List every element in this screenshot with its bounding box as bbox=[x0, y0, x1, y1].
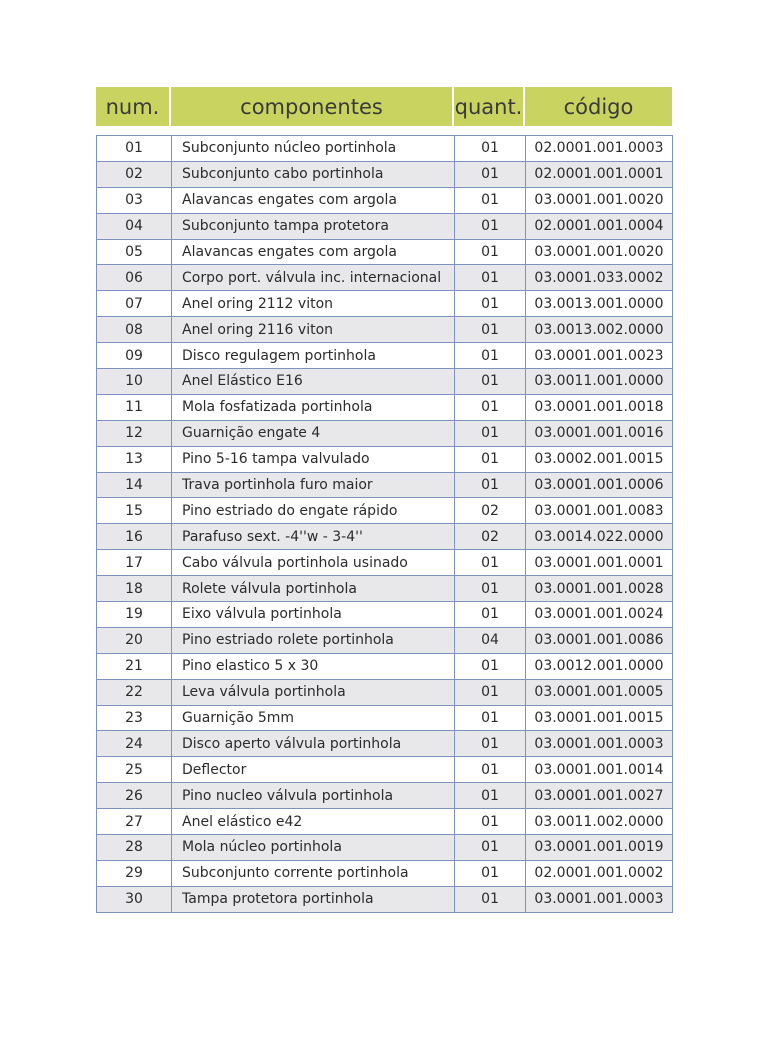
row-componente: Anel Elástico E16 bbox=[172, 369, 455, 395]
row-quant: 01 bbox=[455, 446, 526, 472]
parts-table bbox=[96, 135, 673, 913]
row-num: 05 bbox=[97, 239, 172, 265]
row-quant: 01 bbox=[455, 731, 526, 757]
row-codigo: 03.0001.001.0003 bbox=[526, 731, 673, 757]
row-quant: 01 bbox=[455, 886, 526, 912]
table-row bbox=[97, 213, 673, 239]
row-componente: Alavancas engates com argola bbox=[172, 239, 455, 265]
row-num: 21 bbox=[97, 653, 172, 679]
row-num: 02 bbox=[97, 161, 172, 187]
row-quant: 02 bbox=[455, 498, 526, 524]
row-quant: 01 bbox=[455, 550, 526, 576]
row-componente: Tampa protetora portinhola bbox=[172, 886, 455, 912]
row-codigo: 03.0001.001.0014 bbox=[526, 757, 673, 783]
parts-table-body bbox=[97, 136, 673, 913]
row-num: 26 bbox=[97, 783, 172, 809]
row-num: 10 bbox=[97, 369, 172, 395]
row-codigo: 03.0001.001.0018 bbox=[526, 394, 673, 420]
table-row bbox=[97, 550, 673, 576]
row-componente: Cabo válvula portinhola usinado bbox=[172, 550, 455, 576]
row-codigo: 03.0001.001.0024 bbox=[526, 602, 673, 628]
table-row bbox=[97, 653, 673, 679]
row-num: 18 bbox=[97, 576, 172, 602]
table-row bbox=[97, 317, 673, 343]
row-quant: 01 bbox=[455, 213, 526, 239]
row-codigo: 03.0001.001.0001 bbox=[526, 550, 673, 576]
row-quant: 01 bbox=[455, 653, 526, 679]
row-num: 11 bbox=[97, 394, 172, 420]
row-num: 17 bbox=[97, 550, 172, 576]
row-componente: Subconjunto tampa protetora bbox=[172, 213, 455, 239]
row-componente: Alavancas engates com argola bbox=[172, 187, 455, 213]
table-row bbox=[97, 886, 673, 912]
row-num: 06 bbox=[97, 265, 172, 291]
row-componente: Eixo válvula portinhola bbox=[172, 602, 455, 628]
header-codigo: código bbox=[525, 87, 672, 126]
row-num: 23 bbox=[97, 705, 172, 731]
row-quant: 01 bbox=[455, 783, 526, 809]
header-num: num. bbox=[96, 87, 171, 126]
table-row bbox=[97, 783, 673, 809]
row-componente: Rolete válvula portinhola bbox=[172, 576, 455, 602]
row-codigo: 02.0001.001.0003 bbox=[526, 136, 673, 162]
table-row bbox=[97, 394, 673, 420]
row-codigo: 03.0001.001.0023 bbox=[526, 343, 673, 369]
row-codigo: 03.0001.001.0003 bbox=[526, 886, 673, 912]
row-componente: Trava portinhola furo maior bbox=[172, 472, 455, 498]
row-codigo: 03.0001.001.0083 bbox=[526, 498, 673, 524]
row-componente: Pino estriado rolete portinhola bbox=[172, 627, 455, 653]
table-row bbox=[97, 679, 673, 705]
row-num: 25 bbox=[97, 757, 172, 783]
row-quant: 01 bbox=[455, 187, 526, 213]
row-componente: Anel elástico e42 bbox=[172, 809, 455, 835]
row-num: 14 bbox=[97, 472, 172, 498]
table-row bbox=[97, 369, 673, 395]
row-quant: 01 bbox=[455, 757, 526, 783]
row-num: 27 bbox=[97, 809, 172, 835]
row-codigo: 02.0001.001.0002 bbox=[526, 860, 673, 886]
row-num: 01 bbox=[97, 136, 172, 162]
table-row bbox=[97, 809, 673, 835]
table-row bbox=[97, 446, 673, 472]
row-quant: 02 bbox=[455, 524, 526, 550]
row-codigo: 03.0002.001.0015 bbox=[526, 446, 673, 472]
row-codigo: 03.0001.001.0006 bbox=[526, 472, 673, 498]
table-row bbox=[97, 472, 673, 498]
row-num: 22 bbox=[97, 679, 172, 705]
row-num: 12 bbox=[97, 420, 172, 446]
table-header bbox=[96, 87, 672, 126]
row-num: 07 bbox=[97, 291, 172, 317]
row-num: 16 bbox=[97, 524, 172, 550]
row-componente: Guarnição 5mm bbox=[172, 705, 455, 731]
table-row bbox=[97, 860, 673, 886]
row-quant: 01 bbox=[455, 472, 526, 498]
row-quant: 01 bbox=[455, 576, 526, 602]
row-quant: 01 bbox=[455, 317, 526, 343]
row-componente: Mola fosfatizada portinhola bbox=[172, 394, 455, 420]
row-codigo: 03.0011.001.0000 bbox=[526, 369, 673, 395]
row-num: 08 bbox=[97, 317, 172, 343]
table-row bbox=[97, 291, 673, 317]
row-codigo: 03.0001.001.0015 bbox=[526, 705, 673, 731]
row-codigo: 03.0001.033.0002 bbox=[526, 265, 673, 291]
table-row bbox=[97, 343, 673, 369]
row-componente: Pino estriado do engate rápido bbox=[172, 498, 455, 524]
row-componente: Subconjunto cabo portinhola bbox=[172, 161, 455, 187]
row-componente: Parafuso sext. -4''w - 3-4'' bbox=[172, 524, 455, 550]
table-row bbox=[97, 420, 673, 446]
row-num: 29 bbox=[97, 860, 172, 886]
header-componentes: componentes bbox=[171, 87, 454, 126]
table-row bbox=[97, 524, 673, 550]
row-codigo: 03.0014.022.0000 bbox=[526, 524, 673, 550]
row-num: 13 bbox=[97, 446, 172, 472]
row-num: 15 bbox=[97, 498, 172, 524]
row-quant: 01 bbox=[455, 860, 526, 886]
row-quant: 01 bbox=[455, 239, 526, 265]
row-componente: Subconjunto núcleo portinhola bbox=[172, 136, 455, 162]
row-num: 03 bbox=[97, 187, 172, 213]
row-num: 09 bbox=[97, 343, 172, 369]
row-codigo: 03.0012.001.0000 bbox=[526, 653, 673, 679]
row-quant: 01 bbox=[455, 602, 526, 628]
row-codigo: 03.0011.002.0000 bbox=[526, 809, 673, 835]
row-componente: Disco aperto válvula portinhola bbox=[172, 731, 455, 757]
table-row bbox=[97, 627, 673, 653]
header-quant: quant. bbox=[454, 87, 525, 126]
row-componente: Corpo port. válvula inc. internacional bbox=[172, 265, 455, 291]
row-quant: 01 bbox=[455, 291, 526, 317]
row-componente: Mola núcleo portinhola bbox=[172, 835, 455, 861]
row-quant: 01 bbox=[455, 420, 526, 446]
table-row bbox=[97, 757, 673, 783]
row-componente: Pino elastico 5 x 30 bbox=[172, 653, 455, 679]
row-quant: 01 bbox=[455, 835, 526, 861]
table-row bbox=[97, 705, 673, 731]
row-codigo: 03.0001.001.0020 bbox=[526, 239, 673, 265]
row-codigo: 02.0001.001.0004 bbox=[526, 213, 673, 239]
table-row bbox=[97, 239, 673, 265]
row-componente: Leva válvula portinhola bbox=[172, 679, 455, 705]
row-quant: 01 bbox=[455, 809, 526, 835]
row-num: 20 bbox=[97, 627, 172, 653]
row-quant: 01 bbox=[455, 679, 526, 705]
row-codigo: 03.0001.001.0086 bbox=[526, 627, 673, 653]
row-componente: Guarnição engate 4 bbox=[172, 420, 455, 446]
row-componente: Anel oring 2116 viton bbox=[172, 317, 455, 343]
table-row bbox=[97, 161, 673, 187]
row-codigo: 03.0013.002.0000 bbox=[526, 317, 673, 343]
row-num: 28 bbox=[97, 835, 172, 861]
table-row bbox=[97, 136, 673, 162]
row-quant: 01 bbox=[455, 161, 526, 187]
row-codigo: 02.0001.001.0001 bbox=[526, 161, 673, 187]
row-componente: Anel oring 2112 viton bbox=[172, 291, 455, 317]
table-row bbox=[97, 576, 673, 602]
row-quant: 01 bbox=[455, 394, 526, 420]
row-quant: 04 bbox=[455, 627, 526, 653]
row-quant: 01 bbox=[455, 265, 526, 291]
row-quant: 01 bbox=[455, 136, 526, 162]
table-row bbox=[97, 498, 673, 524]
row-quant: 01 bbox=[455, 705, 526, 731]
row-componente: Deflector bbox=[172, 757, 455, 783]
row-num: 30 bbox=[97, 886, 172, 912]
table-row bbox=[97, 187, 673, 213]
row-componente: Subconjunto corrente portinhola bbox=[172, 860, 455, 886]
row-componente: Pino 5-16 tampa valvulado bbox=[172, 446, 455, 472]
row-codigo: 03.0001.001.0016 bbox=[526, 420, 673, 446]
table-row bbox=[97, 835, 673, 861]
row-codigo: 03.0001.001.0027 bbox=[526, 783, 673, 809]
row-codigo: 03.0001.001.0028 bbox=[526, 576, 673, 602]
table-row bbox=[97, 265, 673, 291]
row-codigo: 03.0001.001.0005 bbox=[526, 679, 673, 705]
row-codigo: 03.0013.001.0000 bbox=[526, 291, 673, 317]
row-quant: 01 bbox=[455, 369, 526, 395]
table-row bbox=[97, 602, 673, 628]
row-componente: Pino nucleo válvula portinhola bbox=[172, 783, 455, 809]
row-num: 24 bbox=[97, 731, 172, 757]
row-codigo: 03.0001.001.0019 bbox=[526, 835, 673, 861]
row-quant: 01 bbox=[455, 343, 526, 369]
row-num: 04 bbox=[97, 213, 172, 239]
row-num: 19 bbox=[97, 602, 172, 628]
row-codigo: 03.0001.001.0020 bbox=[526, 187, 673, 213]
row-componente: Disco regulagem portinhola bbox=[172, 343, 455, 369]
table-row bbox=[97, 731, 673, 757]
